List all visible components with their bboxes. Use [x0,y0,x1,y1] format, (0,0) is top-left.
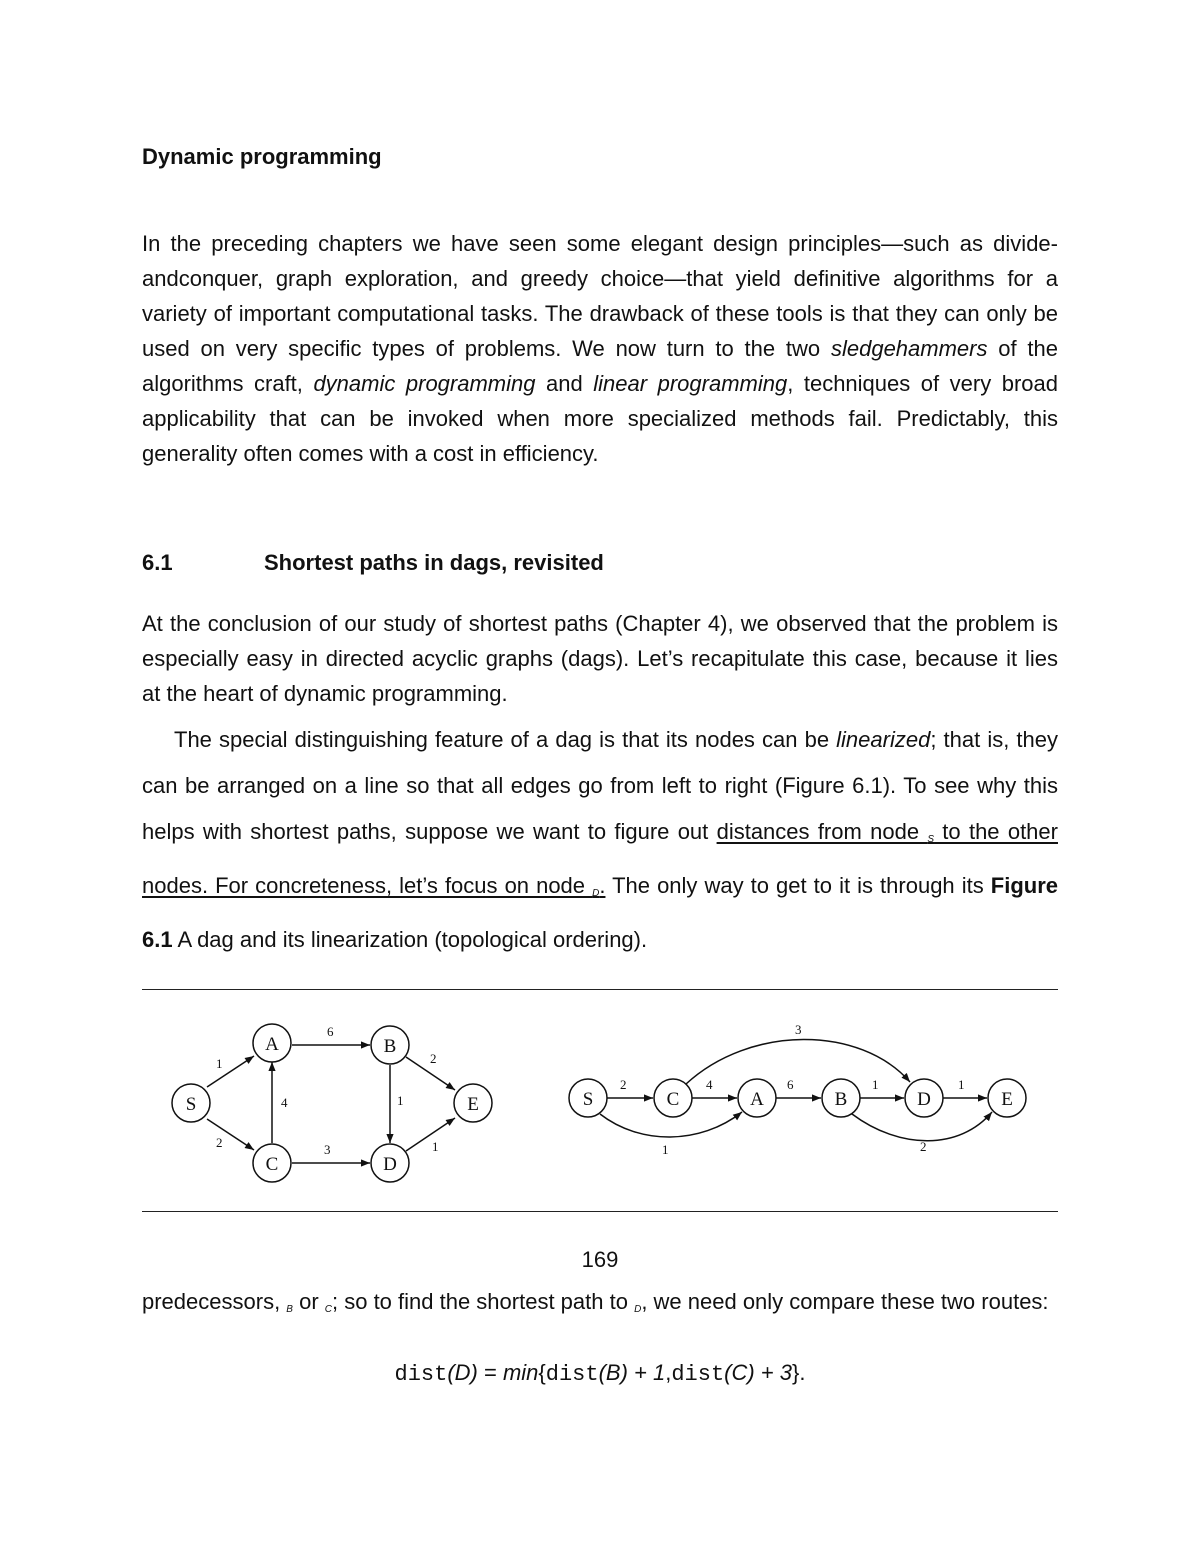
lin-node-d-circle [905,1079,943,1117]
lin-node-s-circle [569,1079,607,1117]
lin-text-1: The special distinguishing feature of a dag is that its nodes can be [174,727,837,752]
intro-text-3: and [535,371,594,396]
pred-text-2: or [292,1289,325,1314]
formula-dist-3: dist [671,1362,725,1387]
lin-text-3: The only way to get to it is through its [605,873,991,898]
svg-text:B: B [834,1089,848,1110]
weight-s-c: 2 [216,1135,223,1150]
svg-text:A: A [265,1034,279,1055]
dag-node-e [454,1084,492,1122]
section-heading [142,550,604,576]
edge-s-c [207,1119,254,1150]
lin-weight-s-a: 1 [662,1142,669,1157]
lin-node-e-circle [988,1079,1026,1117]
weight-b-d: 1 [397,1093,404,1108]
lin-weight-b-e: 2 [920,1139,927,1154]
figure-top-rule [142,989,1058,990]
lin-weight-s-c: 2 [620,1077,627,1092]
lin-node-c-circle [654,1079,692,1117]
pred-node-b: B [286,1304,293,1315]
formula-comma: , [665,1360,672,1385]
formula-dist-1: dist [394,1362,448,1387]
dag-nodes [172,1024,492,1182]
figure-caption-text: A dag and its linearization (topological ordering). [172,927,648,952]
dag-node-c [253,1144,291,1182]
pred-text-3: ; so to find the shortest path to [332,1289,635,1314]
svg-text:B: B [383,1036,397,1057]
pred-text-1: predecessors, [142,1289,287,1314]
intro-paragraph [142,226,1058,471]
lin-weight-b-d: 1 [872,1077,879,1092]
formula-arg-d: (D) [447,1360,478,1385]
formula-dist-2: dist [545,1362,599,1387]
section-number: 6.1 [142,550,173,575]
section-title: Shortest paths in dags, revisited [264,550,604,575]
figure-6-1 [0,995,1200,1205]
lin-node-s: S [927,834,935,845]
weight-b-e: 2 [430,1051,437,1066]
lin-weight-a-b: 6 [787,1077,794,1092]
lin-emphasis-linearized: linearized [836,727,931,752]
svg-text:E: E [1001,1089,1013,1110]
svg-text:C: C [666,1089,680,1110]
lin-weight-c-a: 4 [706,1077,713,1092]
weight-c-a: 4 [281,1095,288,1110]
svg-text:D: D [383,1154,397,1175]
pred-text-4: , we need only compare these two routes: [641,1289,1049,1314]
svg-text:A: A [750,1089,764,1110]
intro-emphasis-linear-programming: linear programming [593,371,788,396]
dag-node-a [253,1024,291,1062]
svg-text:S: S [582,1089,594,1110]
formula-brace-open: { [538,1360,546,1385]
intro-emphasis-dynamic-programming: dynamic programming [313,371,536,396]
lin-node-b-circle [822,1079,860,1117]
lin-weight-c-d: 3 [795,1022,802,1037]
weight-s-a: 1 [216,1056,223,1071]
figure-caption-label: Figure 6.1 [142,873,1059,952]
dag-node-s [172,1084,210,1122]
edge-d-e [406,1118,455,1151]
weight-a-b: 6 [327,1024,334,1039]
svg-text:S: S [185,1094,197,1115]
dag-node-d [371,1144,409,1182]
intro-text-1: In the preceding chapters we have seen some elegant design principles—such as divide-andconquer, graph exploration, and greedy choice—that yield definitive algorithms for a variety of important computational tasks. The drawback of these tools is that they can only be used on very specific types of problems. We now turn to the two [142,231,1058,361]
lin-underlined-sentence: distances from node S to the other nodes. For concreteness, let’s focus on node D. [142,819,1058,899]
lin-weight-d-e: 1 [958,1077,965,1092]
formula-arg-c: (C) + 3 [724,1360,793,1385]
page-number: 169 [581,1247,619,1272]
figure-bottom-rule [142,1211,1058,1212]
lin-node-a-circle [738,1079,776,1117]
recap-paragraph: At the conclusion of our study of shortest paths (Chapter 4), we observed that the problem is especially easy in directed acyclic graphs (dags). Let’s recapitulate this case, because it lies at the heart of dynamic programming. [142,611,1058,706]
intro-text-2: of the algorithms craft, [142,336,1059,396]
svg-text:D: D [917,1089,931,1110]
lin-text-2: ; that is, they can be arranged on a line so that all edges go from left to right (Figure 6.1). To see why this helps with shortest paths, suppose we want to figure out [142,727,1058,844]
lin-node-d: D [592,888,600,899]
chapter-title: Dynamic programming [142,144,382,169]
pred-node-c: C [324,1304,332,1315]
intro-text-4: , techniques of very broad applicability that can be invoked when more specialized methods fail. Predictably, this generality often comes with a cost in efficiency. [142,371,1059,466]
intro-emphasis-sledgehammers: sledgehammers [830,336,988,361]
edge-s-a [207,1056,254,1087]
linearization-paragraph [142,717,1058,963]
predecessors-paragraph [142,1284,1058,1328]
weight-d-e: 1 [432,1139,439,1154]
svg-text:C: C [265,1154,279,1175]
formula-arg-b: (B) + 1 [598,1360,666,1385]
dag-node-b [371,1026,409,1064]
dag-graph [207,1045,455,1163]
formula-min: min [502,1360,539,1385]
formula-equals: = [477,1360,503,1385]
svg-text:E: E [467,1094,479,1115]
dist-recurrence-formula [0,1360,1200,1387]
pred-node-d: D [634,1304,642,1315]
formula-brace-close: }. [792,1360,806,1385]
weight-c-d: 3 [324,1142,331,1157]
